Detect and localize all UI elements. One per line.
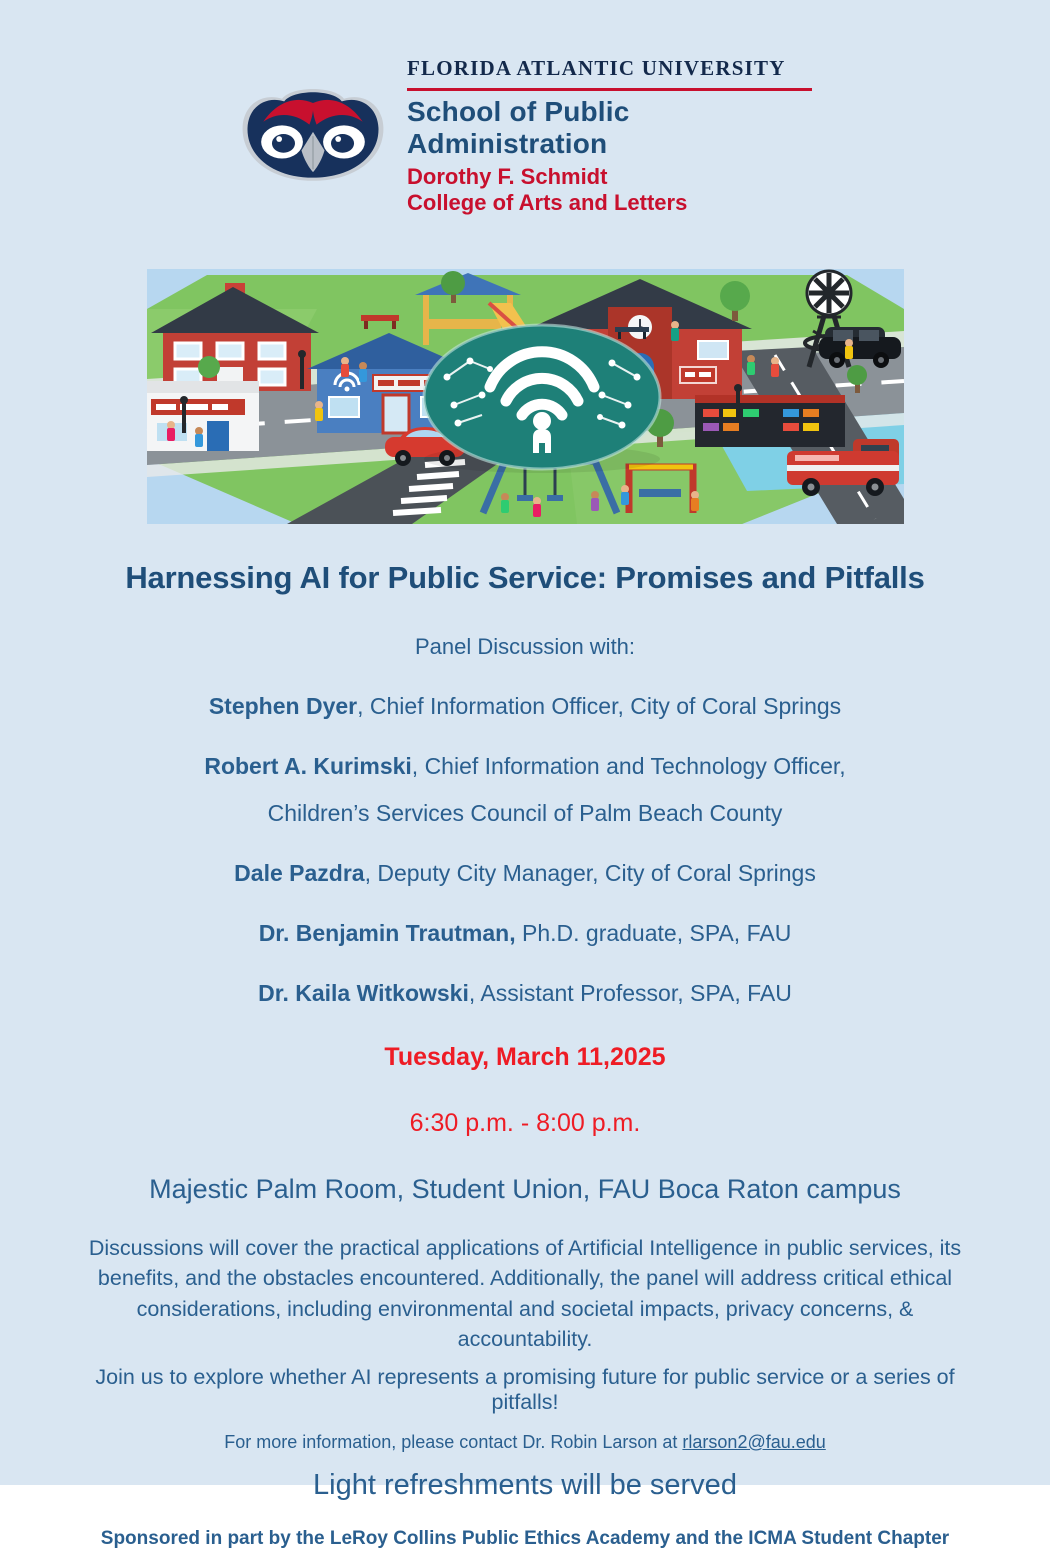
refreshments-line: Light refreshments will be served xyxy=(313,1468,737,1501)
fau-owl-logo xyxy=(233,80,393,193)
smart-city-ai-illustration xyxy=(147,269,904,524)
panelist-name: Dale Pazdra xyxy=(234,859,365,886)
event-location: Majestic Palm Room, Student Union, FAU Boca Raton campus xyxy=(149,1173,901,1204)
ai-wifi-emblem xyxy=(424,325,660,473)
panelist-name: Dr. Kaila Witkowski xyxy=(258,979,469,1006)
panelist-role-line2: Children’s Services Council of Palm Beach County xyxy=(267,799,783,826)
panelist-dale-pazdra xyxy=(0,860,1050,887)
school-name: School of Public Administration xyxy=(407,96,630,159)
contact-line xyxy=(0,1432,1050,1453)
header-divider xyxy=(407,88,812,91)
join-line: Join us to explore whether AI represents a promising future for public service or a series of pitfalls! xyxy=(95,1364,955,1414)
university-name: FLORIDA ATLANTIC UNIVERSITY xyxy=(407,56,786,80)
food-stand xyxy=(695,395,845,447)
panelist-role: , Chief Information Officer, City of Coral Springs xyxy=(357,692,842,719)
panelist-name: Dr. Benjamin Trautman, xyxy=(258,919,516,946)
panelist-role: , Chief Information and Technology Officer, xyxy=(411,752,846,779)
panelist-name: Stephen Dyer xyxy=(208,692,358,719)
event-title: Harnessing AI for Public Service: Promises and Pitfalls xyxy=(125,559,925,595)
college-line1: Dorothy F. Schmidt xyxy=(407,164,608,189)
college-line2: College of Arts and Letters xyxy=(407,190,688,216)
owl-icon xyxy=(233,80,393,188)
panelist-stephen-dyer xyxy=(0,693,1050,720)
college-name xyxy=(407,164,817,217)
event-description: Discussions will cover the practical applications of Artificial Intelligence in public services, its benefits, and the obstacles encountered. Additionally, the panel will address critical ethical considerations, including environmental and societal impacts, privacy concerns, & accountability. xyxy=(88,1235,962,1352)
panelist-benjamin-trautman xyxy=(0,920,1050,947)
event-time: 6:30 p.m. - 8:00 p.m. xyxy=(409,1108,641,1137)
sponsor-line: Sponsored in part by the LeRoy Collins Public Ethics Academy and the ICMA Student Chapter xyxy=(100,1527,950,1549)
header xyxy=(0,0,1050,217)
panelist-kaila-witkowski xyxy=(0,980,1050,1007)
contact-prefix: For more information, please contact Dr. Robin Larson at xyxy=(224,1431,683,1452)
panel-intro: Panel Discussion with: xyxy=(414,633,636,659)
panelist-robert-kurimski xyxy=(0,753,1050,827)
contact-email-link[interactable]: rlarson2@fau.edu xyxy=(682,1431,826,1452)
panelist-role: , Deputy City Manager, City of Coral Springs xyxy=(364,859,816,886)
panelist-role: , Assistant Professor, SPA, FAU xyxy=(468,979,792,1006)
panelist-role: Ph.D. graduate, SPA, FAU xyxy=(515,919,792,946)
event-date: Tuesday, March 11,2025 xyxy=(384,1042,666,1071)
panelist-name: Robert A. Kurimski xyxy=(204,752,412,779)
